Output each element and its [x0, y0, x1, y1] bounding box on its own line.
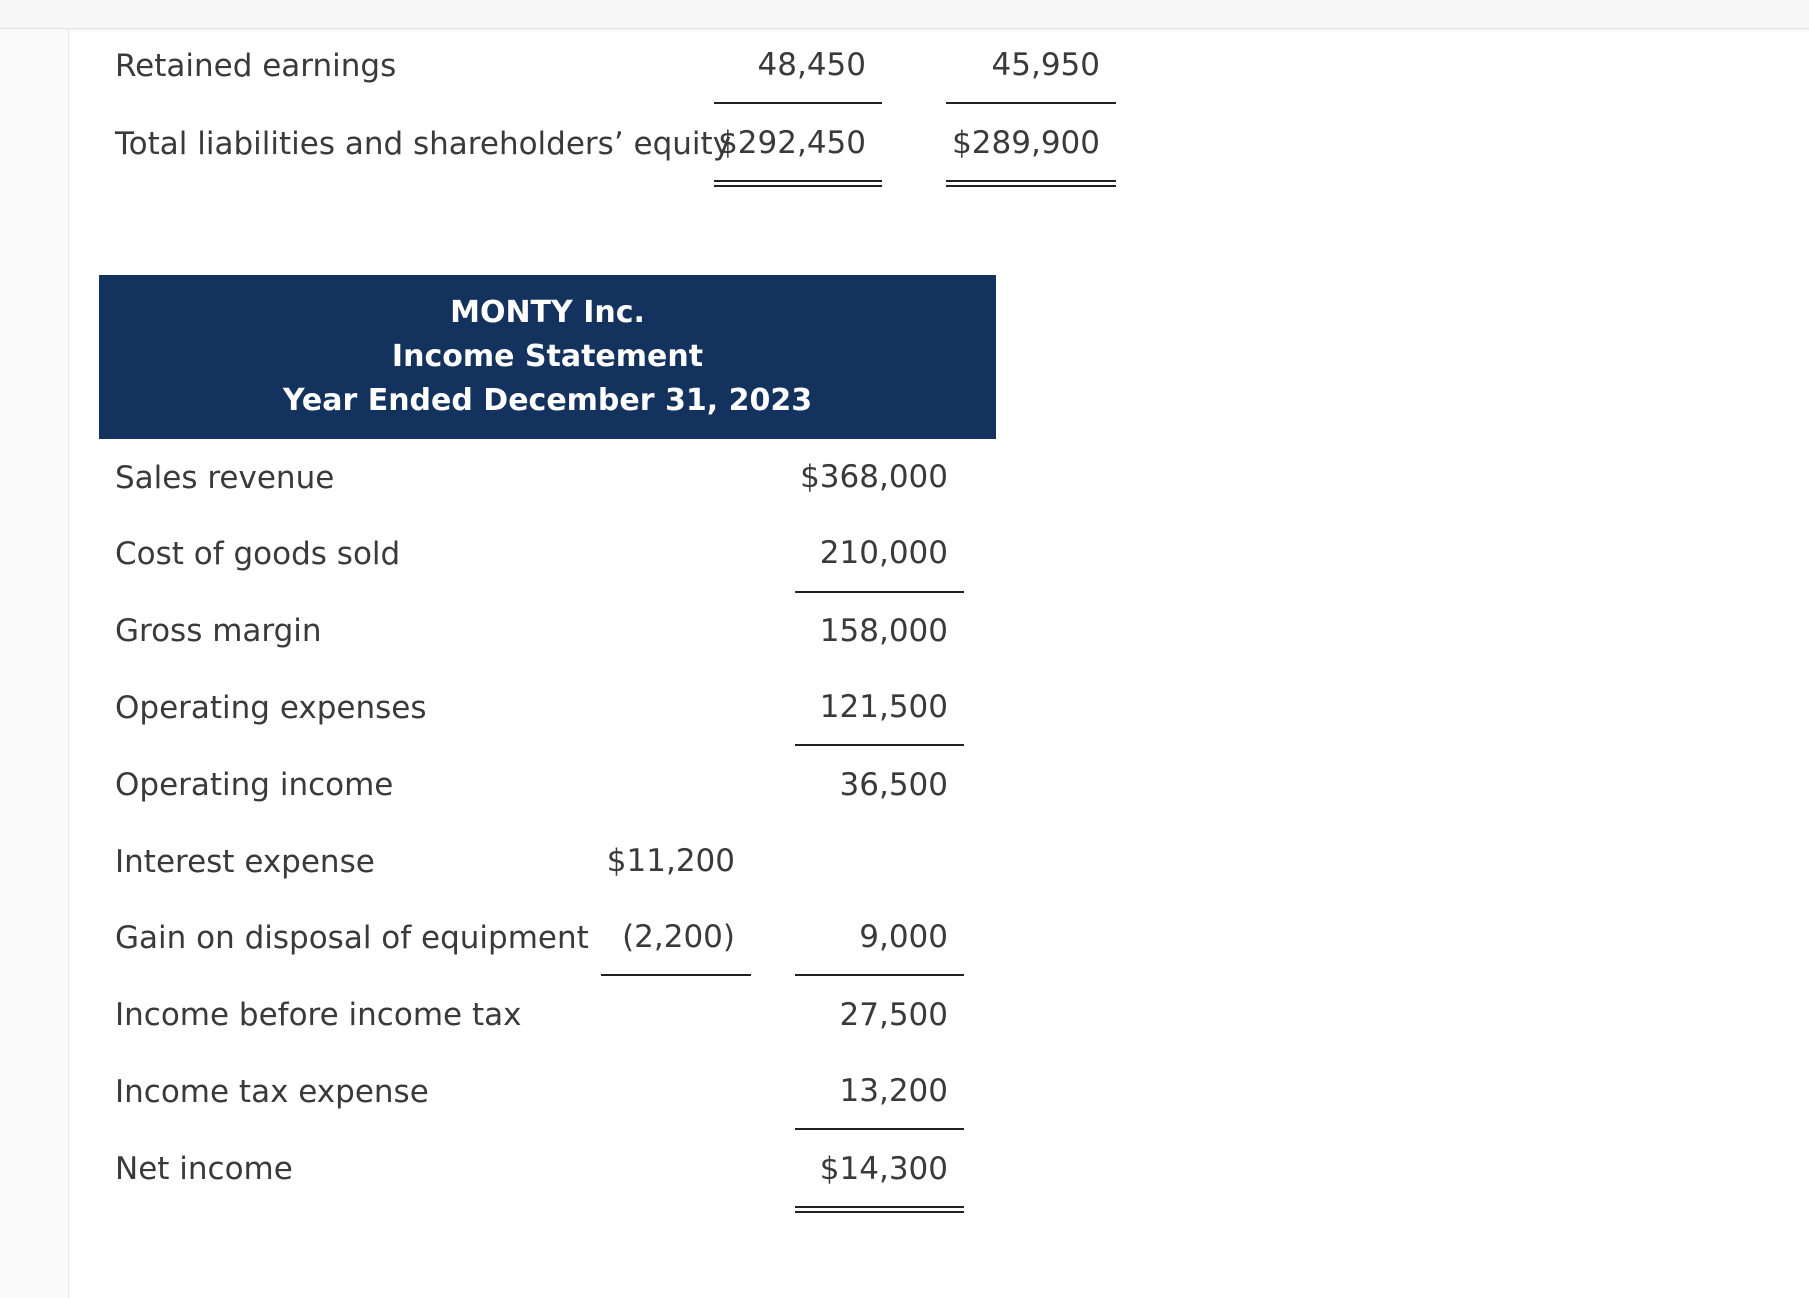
row-label: Gross margin	[115, 613, 322, 649]
row-label: Sales revenue	[115, 460, 335, 496]
underline	[795, 591, 964, 593]
retained-earnings-2023: 48,450	[757, 47, 866, 83]
total-liabilities-equity-2023: $292,450	[718, 125, 866, 161]
row-outer-value: 13,200	[839, 1073, 948, 1109]
statement-title: Income Statement	[391, 339, 704, 374]
row-label: Cost of goods sold	[115, 536, 401, 572]
statement-period: Year Ended December 31, 2023	[282, 383, 813, 418]
row-outer-value: 121,500	[819, 689, 948, 725]
total-liabilities-equity-label: Total liabilities and shareholders’ equity	[115, 126, 732, 162]
retained-earnings-2022: 45,950	[991, 47, 1100, 83]
double-underline	[795, 1206, 964, 1213]
row-outer-value: 210,000	[819, 535, 948, 571]
row-label: Income before income tax	[115, 997, 522, 1033]
underline	[601, 974, 751, 976]
double-underline	[714, 180, 882, 187]
row-label: Income tax expense	[115, 1074, 429, 1110]
total-liabilities-equity-2022: $289,900	[952, 125, 1100, 161]
underline	[795, 744, 964, 746]
underline	[714, 102, 882, 104]
row-label: Interest expense	[115, 844, 375, 880]
row-outer-value: 36,500	[839, 767, 948, 803]
row-label: Gain on disposal of equipment	[115, 920, 589, 956]
company-name: MONTY Inc.	[450, 295, 645, 330]
underline	[795, 974, 964, 976]
row-outer-value: 9,000	[859, 919, 948, 955]
row-inner-value: $11,200	[606, 843, 735, 879]
retained-earnings-label: Retained earnings	[115, 48, 397, 84]
double-underline	[946, 180, 1116, 187]
row-label: Operating income	[115, 767, 394, 803]
row-outer-value: $368,000	[800, 459, 948, 495]
row-label: Net income	[115, 1151, 293, 1187]
row-outer-value: $14,300	[819, 1151, 948, 1187]
row-inner-value: (2,200)	[622, 919, 735, 955]
row-outer-value: 158,000	[819, 613, 948, 649]
top-toolbar	[0, 0, 1809, 29]
income-statement-header	[99, 275, 996, 439]
underline	[946, 102, 1116, 104]
row-outer-value: 27,500	[839, 997, 948, 1033]
underline	[795, 1128, 964, 1130]
left-margin	[0, 29, 69, 1298]
row-label: Operating expenses	[115, 690, 427, 726]
